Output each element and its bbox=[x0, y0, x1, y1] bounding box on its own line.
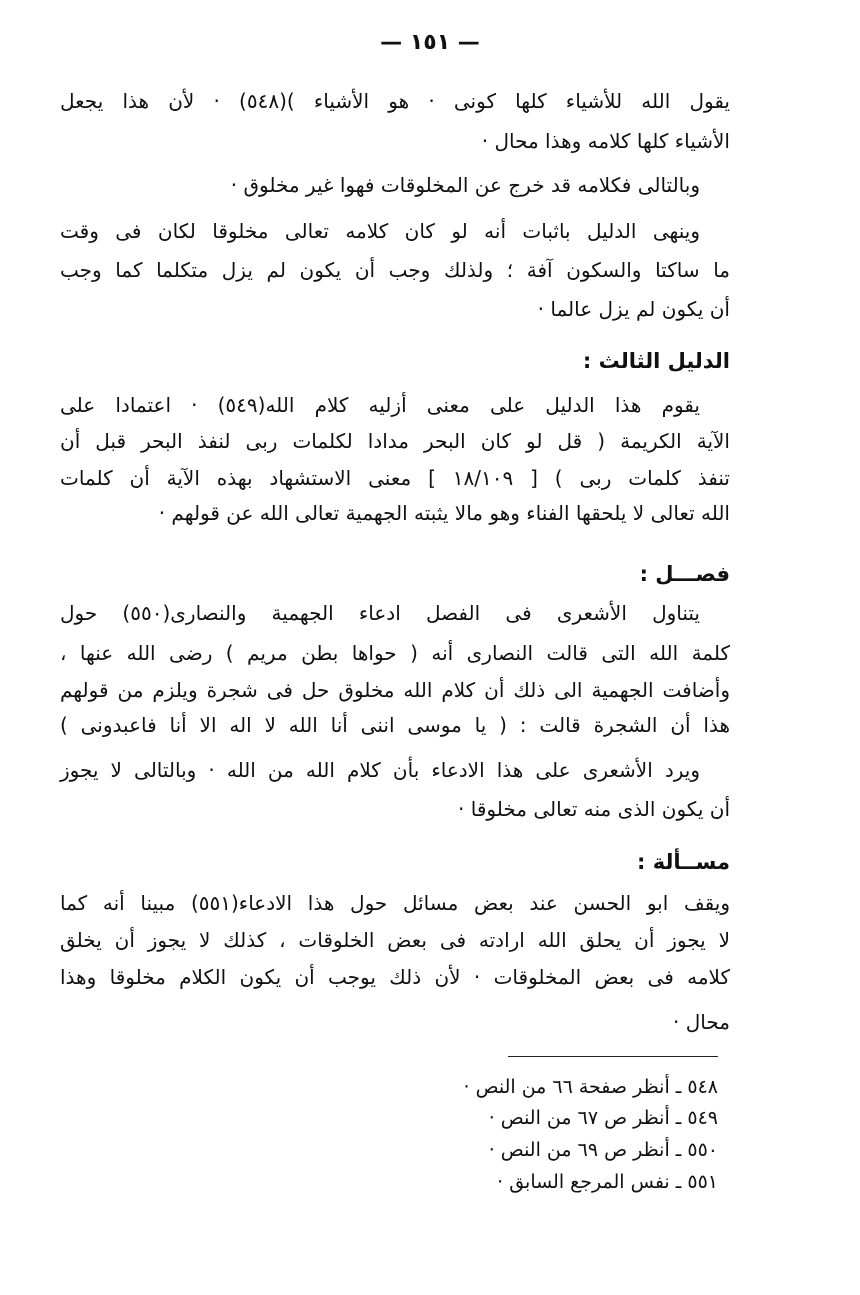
footnote: ٥٥١ ـ نفس المرجع السابق · bbox=[497, 1171, 718, 1193]
text-line: ما ساكتا والسكون آفة ؛ ولذلك وجب أن يكون لم يزل متكلما كما وجب bbox=[60, 258, 730, 282]
text-line: ويرد الأشعرى على هذا الادعاء بأن كلام الله من الله · وبالتالى لا يجوز bbox=[60, 758, 700, 782]
text-line: تنفذ كلمات ربى ) [ ١٨/١٠٩ ] معنى الاستشهاد بهذه الآية أن كلمات bbox=[60, 466, 730, 490]
text-line: محال · bbox=[673, 1010, 730, 1034]
text-line: هذا أن الشجرة قالت : ( يا موسى اننى أنا الله لا اله الا أنا فاعبدونى ) bbox=[60, 713, 730, 737]
text-line: وبالتالى فكلامه قد خرج عن المخلوقات فهوا غير مخلوق · bbox=[230, 173, 700, 197]
text-line: يتناول الأشعرى فى الفصل ادعاء الجهمية والنصارى(٥٥٠) حول bbox=[60, 601, 700, 625]
section-heading: فصـــل : bbox=[639, 562, 730, 586]
text-line: وينهى الدليل باثبات أنه لو كان كلامه تعالى مخلوقا لكان فى وقت bbox=[60, 219, 700, 243]
page-number: — ١٥١ — bbox=[380, 30, 480, 55]
footnote-divider bbox=[508, 1056, 718, 1057]
text-line: أن يكون لم يزل عالما · bbox=[537, 297, 730, 321]
text-line: يقول الله للأشياء كلها كونى · هو الأشياء )(٥٤٨) · لأن هذا يجعل bbox=[60, 89, 730, 113]
footnote: ٥٥٠ ـ أنظر ص ٦٩ من النص · bbox=[488, 1139, 718, 1161]
text-line: ويقف ابو الحسن عند بعض مسائل حول هذا الادعاء(٥٥١) مبينا أنه كما bbox=[60, 891, 730, 915]
text-line: يقوم هذا الدليل على معنى أزليه كلام الله(٥٤٩) · اعتمادا على bbox=[60, 393, 700, 417]
text-line: لا يجوز أن يحلق الله ارادته فى بعض الخلوقات ، كذلك لا يجوز أن يخلق bbox=[60, 928, 730, 952]
text-line: كلامه فى بعض المخلوقات · لأن ذلك يوجب أن يكون الكلام مخلوقا وهذا bbox=[60, 965, 730, 989]
text-line: الله تعالى لا يلحقها الفناء وهو مالا يثبته الجهمية تعالى الله عن قولهم · bbox=[158, 501, 730, 525]
text-line: كلمة الله التى قالت النصارى أنه ( حواها بطن مريم ) رضى الله عنها ، bbox=[60, 641, 730, 665]
text-line: وأضافت الجهمية الى ذلك أن كلام الله مخلوق حل فى شجرة ويلزم من قولهم bbox=[60, 678, 730, 702]
text-line: الأشياء كلها كلامه وهذا محال · bbox=[481, 129, 730, 153]
section-heading: مســألة : bbox=[637, 850, 730, 874]
text-line: الآية الكريمة ( قل لو كان البحر مدادا لكلمات ربى لنفذ البحر قبل أن bbox=[60, 429, 730, 453]
text-line: أن يكون الذى منه تعالى مخلوقا · bbox=[458, 797, 730, 821]
footnote: ٥٤٩ ـ أنظر ص ٦٧ من النص · bbox=[488, 1107, 718, 1129]
section-heading: الدليل الثالث : bbox=[582, 349, 730, 373]
footnote: ٥٤٨ ـ أنظر صفحة ٦٦ من النص · bbox=[463, 1076, 718, 1098]
